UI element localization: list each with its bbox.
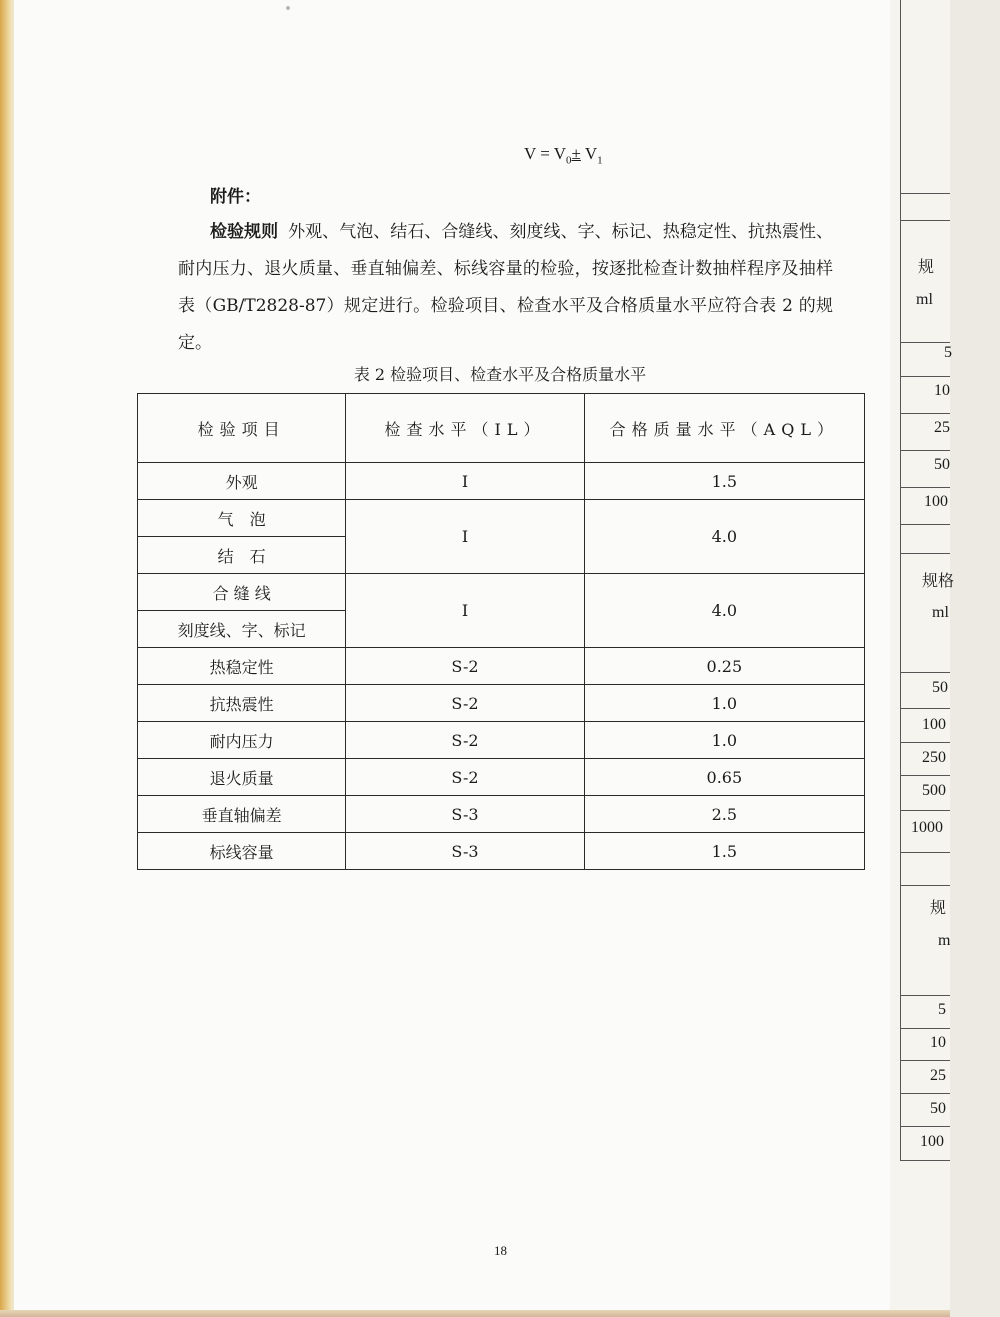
- fragment-rule: [900, 885, 950, 886]
- fragment-label: 100: [924, 493, 948, 510]
- attachment-label: 附件：: [210, 187, 261, 207]
- inspection-rule-paragraph: [178, 214, 833, 362]
- page-number: 18: [494, 1243, 507, 1258]
- cell-il: I: [346, 463, 584, 500]
- paragraph-lead: 检验规则: [210, 222, 279, 242]
- fragment-label: 1000: [911, 819, 943, 836]
- cell-aql: 1.5: [584, 833, 864, 870]
- fragment-label: 25: [934, 419, 950, 436]
- table-row: [138, 833, 865, 870]
- fragment-rule: [900, 1093, 950, 1094]
- table-caption: 表 2 检验项目、检查水平及合格质量水平: [353, 365, 647, 384]
- fragment-rule: [900, 775, 950, 776]
- fragment-rule: [900, 1028, 950, 1029]
- table-row: [138, 685, 865, 722]
- fragment-rule: [900, 708, 950, 709]
- fragment-label: 10: [930, 1034, 946, 1051]
- cell-aql: 1.5: [584, 463, 864, 500]
- cell-aql: 2.5: [584, 796, 864, 833]
- fragment-rule: [900, 220, 950, 221]
- header-item: 检验项目: [138, 394, 346, 463]
- cell-item: 气 泡: [138, 500, 346, 537]
- fragment-label: 25: [930, 1067, 946, 1084]
- cell-aql: 0.25: [584, 648, 864, 685]
- cell-item: 刻度线、字、标记: [138, 611, 346, 648]
- cell-item: 热稳定性: [138, 648, 346, 685]
- table-row: [138, 722, 865, 759]
- fragment-label: ml: [916, 291, 933, 308]
- cell-item: 退火质量: [138, 759, 346, 796]
- cell-il: S-2: [346, 648, 584, 685]
- cell-aql: 1.0: [584, 722, 864, 759]
- fragment-label: 50: [930, 1100, 946, 1117]
- cell-il: S-2: [346, 759, 584, 796]
- table-header-row: [138, 394, 865, 463]
- fragment-rule: [900, 852, 950, 853]
- fragment-rule: [900, 1126, 950, 1127]
- fragment-rule: [900, 995, 950, 996]
- cell-il: I: [346, 500, 584, 574]
- fragment-rule: [900, 413, 950, 414]
- fragment-rule: [900, 450, 950, 451]
- page-binding-edge: [0, 0, 14, 1317]
- fragment-rule: [900, 553, 950, 554]
- cell-aql: 1.0: [584, 685, 864, 722]
- fragment-label: m: [938, 932, 951, 949]
- fragment-rule: [900, 524, 950, 525]
- cell-item: 外观: [138, 463, 346, 500]
- cell-item: 标线容量: [138, 833, 346, 870]
- fragment-label: 规格: [922, 573, 955, 590]
- cell-il: S-3: [346, 833, 584, 870]
- fragment-label: 100: [922, 716, 946, 733]
- inspection-table: [137, 393, 865, 870]
- fragment-label: 50: [932, 679, 948, 696]
- fragment-label: 10: [934, 382, 950, 399]
- fragment-rule: [900, 810, 950, 811]
- table-row: [138, 759, 865, 796]
- fragment-rule: [900, 1160, 950, 1161]
- cell-item: 合 缝 线: [138, 574, 346, 611]
- fragment-rule: [900, 342, 950, 343]
- page-bottom-edge: [0, 1310, 950, 1317]
- cell-aql: 4.0: [584, 500, 864, 574]
- fragment-rule: [900, 672, 950, 673]
- fragment-label: 250: [922, 749, 946, 766]
- cell-item: 结 石: [138, 537, 346, 574]
- table-row: [138, 796, 865, 833]
- fragment-label: ml: [932, 604, 949, 621]
- adjacent-page-fragment: [890, 0, 955, 1317]
- header-aql: 合格质量水平（AQL）: [584, 394, 864, 463]
- cell-il: I: [346, 574, 584, 648]
- cell-il: S-2: [346, 722, 584, 759]
- cell-item: 耐内压力: [138, 722, 346, 759]
- table-row: [138, 463, 865, 500]
- formula: $V = V_0\pm V_1$: [524, 144, 603, 167]
- paragraph-body: 外观、气泡、结石、合缝线、刻度线、字、标记、热稳定性、抗热震性、耐内压力、退火质量、垂直轴偏差、标线容量的检验，按逐批检查计数抽样程序及抽样表（GB/T2828-87）规定进行。检验项目、检查水平及合格质量水平应符合表 2 的规定。: [178, 222, 834, 353]
- fragment-rule: [900, 376, 950, 377]
- table-row: [138, 648, 865, 685]
- fragment-rule: [900, 1060, 950, 1061]
- fragment-label: 5: [944, 344, 952, 361]
- fragment-label: 规: [918, 259, 935, 276]
- table-row: [138, 574, 865, 611]
- cell-il: S-3: [346, 796, 584, 833]
- fragment-label: 100: [920, 1133, 944, 1150]
- table-row: [138, 500, 865, 537]
- fragment-rule: [900, 193, 950, 194]
- cell-il: S-2: [346, 685, 584, 722]
- cell-aql: 4.0: [584, 574, 864, 648]
- fragment-label: 500: [922, 782, 946, 799]
- scan-speck: [286, 6, 290, 10]
- fragment-table-border: [900, 0, 901, 1160]
- fragment-label: 规: [930, 900, 947, 917]
- header-il: 检查水平（IL）: [346, 394, 584, 463]
- fragment-rule: [900, 742, 950, 743]
- cell-item: 垂直轴偏差: [138, 796, 346, 833]
- fragment-label: 5: [938, 1001, 946, 1018]
- cell-aql: 0.65: [584, 759, 864, 796]
- fragment-label: 50: [934, 456, 950, 473]
- cell-item: 抗热震性: [138, 685, 346, 722]
- fragment-rule: [900, 487, 950, 488]
